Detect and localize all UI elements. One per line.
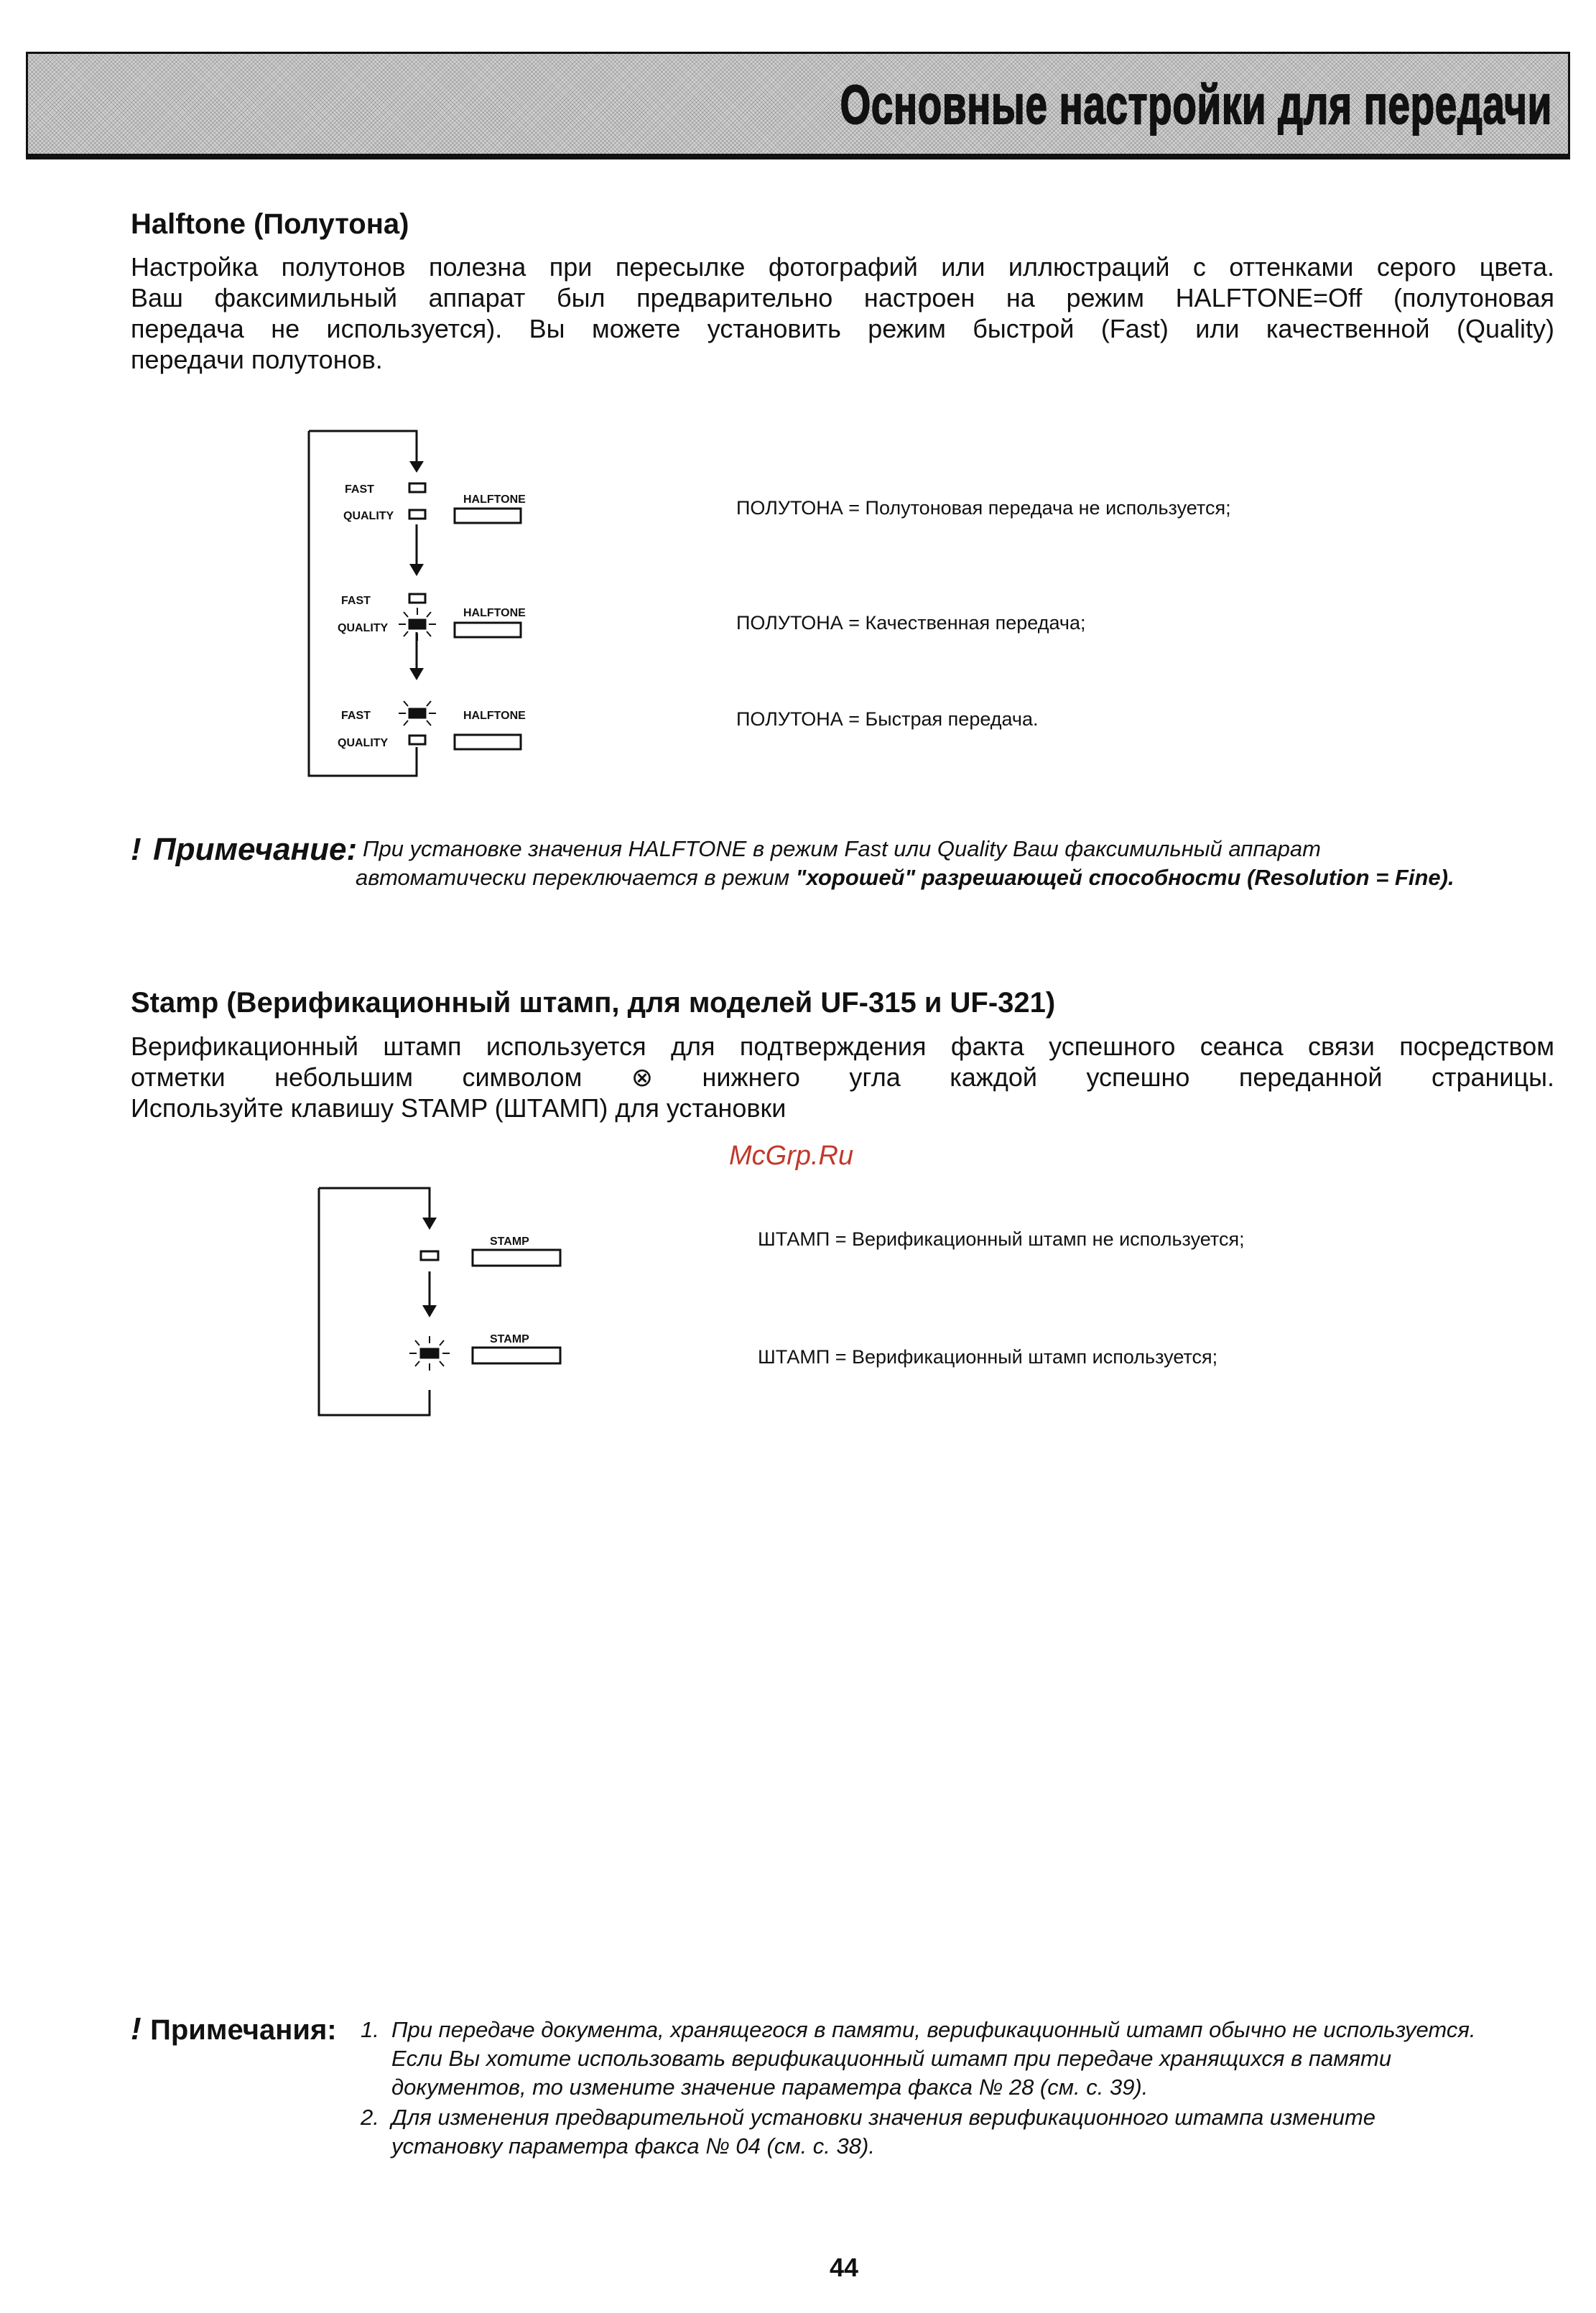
halftone-key-label: HALFTONE [463, 607, 526, 619]
paragraph-line: передачи полутонов. [131, 345, 383, 374]
halftone-note-line-2 [356, 863, 1455, 892]
note-2-number: 2. [361, 2105, 379, 2130]
fast-label: FAST [341, 710, 371, 722]
halftone-state-quality: ПОЛУТОНА = Качественная передача; [736, 612, 1086, 634]
notes-title-group [131, 2011, 337, 2047]
paragraph-line: Ваш факсимильный аппарат был предварительно настроен на режим HALFTONE=Off (полутоновая [131, 283, 1554, 312]
halftone-state-off: ПОЛУТОНА = Полутоновая передача не используется; [736, 497, 1231, 519]
fast-label: FAST [341, 595, 371, 607]
note-line: Для изменения предварительной установки значения верификационного штампа измените [391, 2105, 1376, 2130]
notes-title: Примечания: [150, 2014, 337, 2046]
halftone-state-fast: ПОЛУТОНА = Быстрая передача. [736, 708, 1039, 730]
paragraph-line: передача не используется). Вы можете установить режим быстрой (Fast) или качественной (Quality) [131, 314, 1554, 343]
note-2 [391, 2103, 1569, 2161]
paragraph-line: отметки небольшим символом ⊗ нижнего угла каждой успешно переданной страницы. [131, 1062, 1554, 1092]
stamp-key-label: STAMP [490, 1333, 529, 1345]
notes-mark: ! [131, 2011, 141, 2047]
halftone-note [131, 832, 357, 868]
halftone-diagram [287, 417, 589, 790]
note-1 [391, 2016, 1569, 2102]
note-line: При передаче документа, хранящегося в памяти, верификационный штамп обычно не используется. [391, 2017, 1476, 2042]
stamp-heading: Stamp (Верификационный штамп, для моделей UF-315 и UF-321) [131, 987, 1056, 1019]
quality-label: QUALITY [338, 622, 389, 634]
paragraph-line: Верификационный штамп используется для подтверждения факта успешного сеанса связи посредством [131, 1032, 1554, 1061]
note-1-number: 1. [361, 2017, 379, 2042]
header-banner [26, 52, 1570, 159]
watermark: McGrp.Ru [729, 1141, 854, 1171]
stamp-paragraph [131, 1031, 1554, 1123]
note-line-part-bold: "хорошей" разрешающей способности (Resolution = Fine). [795, 865, 1455, 890]
stamp-key-label: STAMP [490, 1236, 529, 1248]
note-line: документов, то измените значение параметра факса № 28 (см. с. 39). [391, 2075, 1149, 2100]
paragraph-line: Настройка полутонов полезна при пересылке фотографий или иллюстраций с оттенками серого цвета. [131, 252, 1554, 282]
page-number: 44 [830, 2253, 859, 2282]
paragraph-line: Используйте клавишу STAMP (ШТАМП) для установки [131, 1093, 787, 1123]
halftone-heading: Halftone (Полутона) [131, 208, 409, 240]
stamp-diagram [309, 1178, 582, 1422]
note-line-part: автоматически переключается в режим [356, 865, 796, 890]
note-mark: ! [131, 832, 141, 867]
page-header-title: Основные настройки для передачи [840, 75, 1552, 136]
note-title: Примечание: [153, 832, 358, 867]
halftone-key-label: HALFTONE [463, 493, 526, 506]
halftone-key-label: HALFTONE [463, 710, 526, 722]
halftone-note-line-1: При установке значения HALFTONE в режим Fast или Quality Ваш факсимильный аппарат [363, 836, 1321, 861]
quality-label: QUALITY [338, 737, 389, 749]
stamp-state-on: ШТАМП = Верификационный штамп используется; [758, 1346, 1218, 1368]
stamp-state-off: ШТАМП = Верификационный штамп не используется; [758, 1228, 1245, 1250]
note-line: Если Вы хотите использовать верификационный штамп при передаче хранящихся в памяти [391, 2046, 1392, 2071]
fast-label: FAST [345, 483, 374, 496]
halftone-paragraph [131, 251, 1554, 375]
note-line: установку параметра факса № 04 (см. с. 38). [391, 2133, 875, 2159]
quality-label: QUALITY [343, 510, 394, 522]
